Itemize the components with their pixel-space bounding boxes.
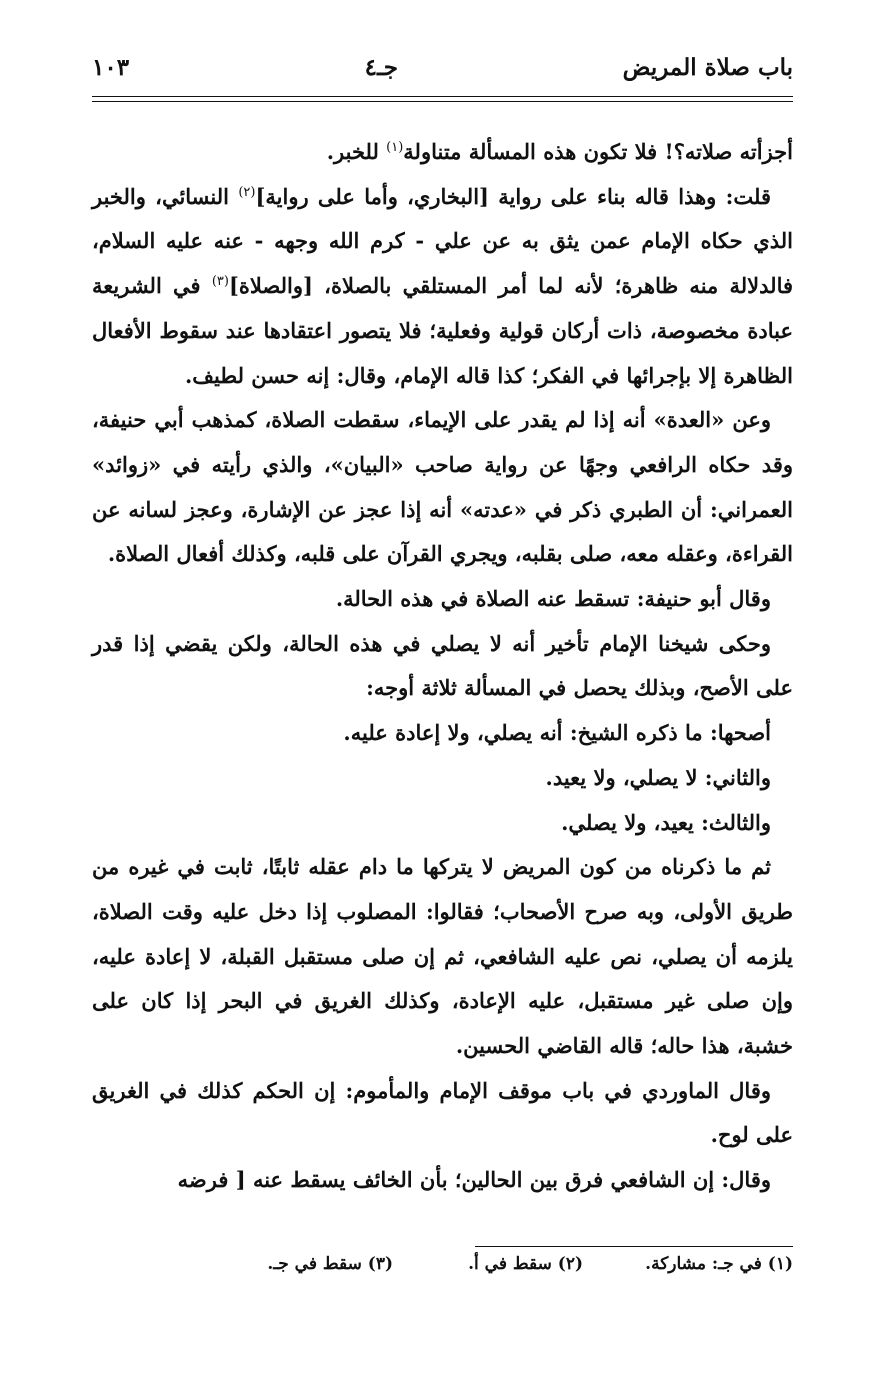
header-rule-thick: [92, 96, 793, 97]
paragraph: [92, 130, 793, 175]
footnote-3: (٣) سقط في جـ.: [267, 1254, 393, 1274]
text-run: أصحها: ما ذكره الشيخ: أنه يصلي، ولا إعادة عليه.: [343, 720, 771, 746]
paragraph: [92, 398, 793, 577]
text-run: النسائي، والخبر الذي حكاه الإمام عمن يثق به عن علي - كرم الله وجهه - عنه عليه السلام، فالدلالة منه ظاهرة؛ لأنه لما أمر المستلقي بالصلاة، [والصلاة]: [92, 183, 794, 299]
paragraph: [92, 756, 793, 801]
paragraph: [92, 577, 793, 622]
body-text: [92, 130, 793, 1203]
chapter-title: باب صلاة المريض: [622, 54, 793, 81]
footnote-marker: (٢): [238, 184, 256, 200]
page-number: ١٠٣: [92, 54, 130, 81]
text-run: قلت: وهذا قاله بناء على رواية [البخاري، وأما على رواية]: [255, 183, 771, 209]
paragraph: [92, 801, 793, 846]
footnote-marker: (٣): [211, 274, 229, 290]
paragraph: [92, 622, 793, 711]
text-run: والثالث: يعيد، ولا يصلي.: [561, 809, 771, 835]
footnotes: [200, 1254, 793, 1288]
text-run: أجزأته صلاته؟! فلا تكون هذه المسألة متناولة: [403, 139, 793, 164]
text-run: للخبر.: [326, 139, 387, 164]
footnote-separator: [475, 1246, 793, 1247]
volume-label: جـ٤: [364, 54, 398, 81]
paragraph: [92, 175, 793, 399]
running-header: [92, 54, 793, 100]
text-run: وحكى شيخنا الإمام تأخير أنه لا يصلي في هذه الحالة، ولكن يقضي إذا قدر على الأصح، وبذلك يحصل في المسألة ثلاثة أوجه:: [92, 630, 793, 701]
paragraph: [92, 845, 793, 1069]
footnote-marker: (١): [386, 140, 404, 155]
footnote-2: (٢) سقط في أ.: [468, 1254, 583, 1274]
text-run: والثاني: لا يصلي، ولا يعيد.: [545, 764, 771, 790]
footnote-1: (١) في جـ: مشاركة.: [645, 1254, 793, 1274]
text-run: في الشريعة عبادة مخصوصة، ذات أركان قولية وفعلية؛ فلا يتصور اعتقادها عند سقوط الأفعال الظاهرة إلا بإجرائها في الفكر؛ كذا قاله الإمام، وقال: إنه حسن لطيف.: [92, 273, 793, 388]
header-rule-thin: [92, 101, 793, 102]
text-run: وقال الماوردي في باب موقف الإمام والمأموم: إن الحكم كذلك في الغريق على لوح.: [92, 1077, 793, 1148]
text-run: ثم ما ذكرناه من كون المريض لا يتركها ما دام عقله ثابتًا، ثابت في غيره من طريق الأولى، وبه صرح الأصحاب؛ فقالوا: المصلوب إذا دخل عليه وقت الصلاة، يلزمه أن يصلي، نص عليه الشافعي، ثم إن صلى مستقبل القبلة، لا إعادة عليه، وإن صلى غير مستقبل، عليه الإعادة، وكذلك الغريق في البحر إذا كان على خشبة، هذا حاله؛ قاله القاضي الحسين.: [92, 854, 793, 1059]
paragraph: [92, 711, 793, 756]
paragraph: [92, 1069, 793, 1158]
paragraph: [92, 1158, 793, 1203]
text-run: وقال أبو حنيفة: تسقط عنه الصلاة في هذه الحالة.: [335, 586, 771, 612]
text-run: وعن «العدة» أنه إذا لم يقدر على الإيماء، سقطت الصلاة، كمذهب أبي حنيفة، وقد حكاه الرافعي وجهًا عن رواية صاحب «البيان»، والذي رأيته في «زوائد» العمراني: أن الطبري ذكر في «عدته» أنه إذا عجز عن الإشارة، وعجز لسانه عن القراءة، وعقله معه، صلى بقلبه، ويجري القرآن على قلبه، وكذلك أفعال الصلاة.: [92, 407, 793, 567]
text-run: وقال: إن الشافعي فرق بين الحالين؛ بأن الخائف يسقط عنه [ فرضه: [177, 1167, 771, 1193]
